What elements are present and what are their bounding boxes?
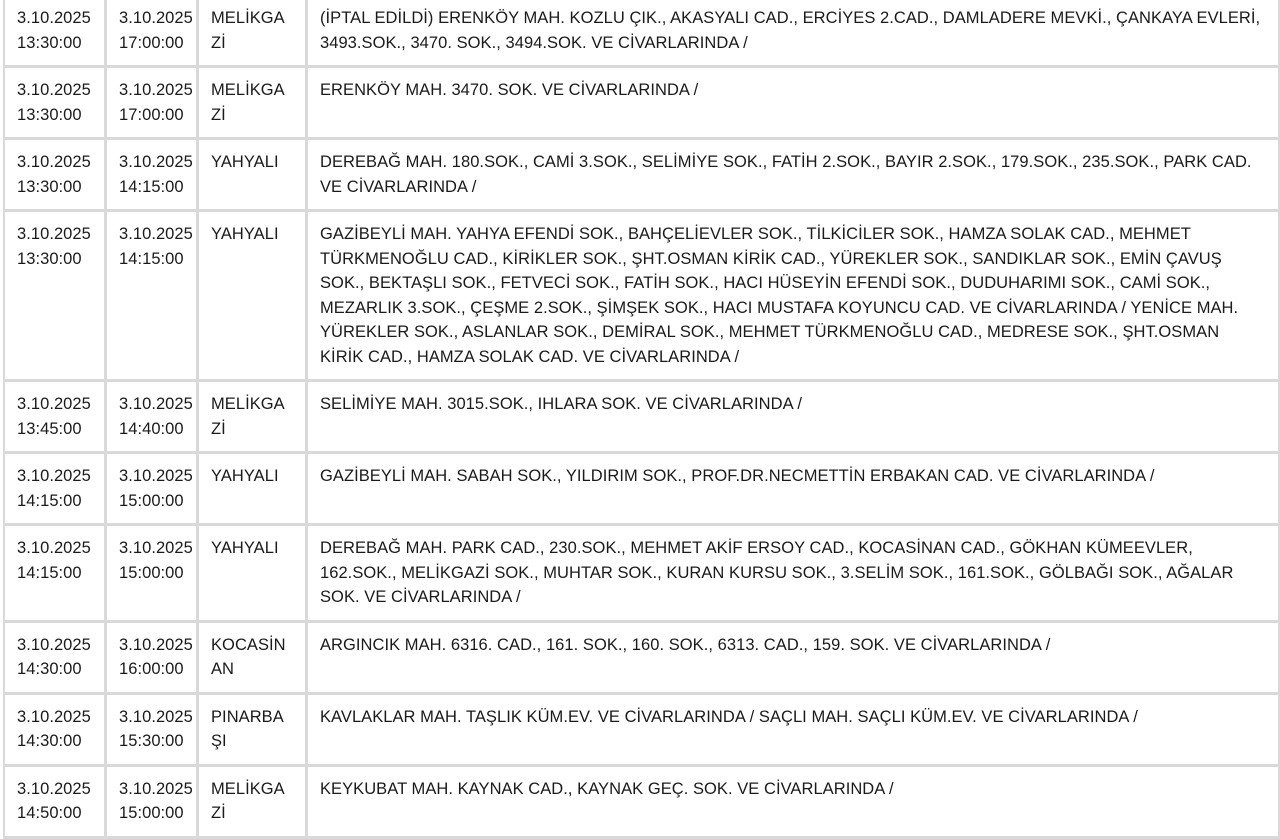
start-datetime-cell: [3, 68, 107, 140]
start-time: 14:30:00: [17, 660, 82, 678]
end-date: 3.10.2025: [119, 779, 193, 798]
start-time: 14:15:00: [17, 491, 82, 510]
table-row: [3, 0, 1280, 68]
end-time: 14:15:00: [119, 177, 184, 196]
start-date: 3.10.2025: [17, 225, 91, 243]
end-datetime-cell: [107, 140, 199, 212]
end-time: 15:00:00: [119, 804, 184, 822]
start-time: 14:30:00: [17, 732, 82, 750]
outage-table-body: [3, 0, 1280, 839]
start-date: 3.10.2025: [17, 81, 91, 99]
table-row: [3, 454, 1280, 526]
end-time: 14:15:00: [119, 249, 184, 268]
start-date: 3.10.2025: [17, 395, 91, 413]
address-cell: SELİMİYE MAH. 3015.SOK., IHLARA SOK. VE CİVARLARINDA /: [308, 382, 1280, 454]
end-datetime-cell: [107, 454, 199, 526]
start-date: 3.10.2025: [17, 707, 91, 726]
start-time: 13:30:00: [17, 105, 82, 124]
start-datetime-cell: [3, 140, 107, 212]
end-datetime-cell: [107, 382, 199, 454]
start-datetime-cell: [3, 623, 107, 695]
end-time: 15:30:00: [119, 732, 184, 750]
district-cell: YAHYALI: [199, 140, 308, 212]
end-datetime-cell: [107, 212, 199, 382]
end-time: 17:00:00: [119, 33, 184, 52]
address-cell: GAZİBEYLİ MAH. SABAH SOK., YILDIRIM SOK., PROF.DR.NECMETTİN ERBAKAN CAD. VE CİVARLARINDA /: [308, 454, 1280, 526]
district-cell: MELİKGAZİ: [199, 382, 308, 454]
start-date: 3.10.2025: [17, 9, 91, 27]
end-date: 3.10.2025: [119, 225, 193, 243]
district-cell: YAHYALI: [199, 526, 308, 623]
end-datetime-cell: [107, 526, 199, 623]
end-date: 3.10.2025: [119, 9, 193, 27]
end-datetime-cell: [107, 695, 199, 767]
end-time: 17:00:00: [119, 105, 184, 124]
district-cell: MELİKGAZİ: [199, 0, 308, 68]
address-cell: KAVLAKLAR MAH. TAŞLIK KÜM.EV. VE CİVARLARINDA / SAÇLI MAH. SAÇLI KÜM.EV. VE CİVARLARINDA /: [308, 695, 1280, 767]
end-time: 14:40:00: [119, 419, 184, 438]
end-time: 15:00:00: [119, 491, 184, 510]
table-row: [3, 526, 1280, 623]
end-date: 3.10.2025: [119, 81, 193, 99]
address-cell: DEREBAĞ MAH. 180.SOK., CAMİ 3.SOK., SELİMİYE SOK., FATİH 2.SOK., BAYIR 2.SOK., 179.SOK., 235.SOK., PARK CAD. VE CİVARLARINDA /: [308, 140, 1280, 212]
district-cell: YAHYALI: [199, 454, 308, 526]
table-row: [3, 212, 1280, 382]
end-time: 15:00:00: [119, 563, 184, 582]
district-cell: MELİKGAZİ: [199, 767, 308, 839]
end-datetime-cell: [107, 0, 199, 68]
start-datetime-cell: [3, 526, 107, 623]
table-row: [3, 695, 1280, 767]
address-cell: ERENKÖY MAH. 3470. SOK. VE CİVARLARINDA /: [308, 68, 1280, 140]
district-cell: PINARBAŞI: [199, 695, 308, 767]
address-cell: (İPTAL EDİLDİ) ERENKÖY MAH. KOZLU ÇIK., AKASYALI CAD., ERCİYES 2.CAD., DAMLADERE MEVKİ., ÇANKAYA EVLERİ, 3493.SOK., 3470. SOK., 3494.SOK. VE CİVARLARINDA /: [308, 0, 1280, 68]
start-date: 3.10.2025: [17, 635, 91, 654]
district-cell: YAHYALI: [199, 212, 308, 382]
start-datetime-cell: [3, 212, 107, 382]
address-cell: GAZİBEYLİ MAH. YAHYA EFENDİ SOK., BAHÇELİEVLER SOK., TİLKİCİLER SOK., HAMZA SOLAK CAD., MEHMET TÜRKMENOĞLU CAD., KİRİKLER SOK., ŞHT.OSMAN KİRİK CAD., YÜREKLER SOK., SANDIKLAR SOK., EMİN ÇAVUŞ SOK., BEKTAŞLI SOK., FETVECİ SOK., FATİH SOK., HACI HÜSEYİN EFENDİ SOK., DUDUHARIMI SOK., CAMİ SOK., MEZARLIK 3.SOK., ÇEŞME 2.SOK., ŞİMŞEK SOK., HACI MUSTAFA KOYUNCU CAD. VE CİVARLARINDA / YENİCE MAH. YÜREKLER SOK., ASLANLAR SOK., DEMİRAL SOK., MEHMET TÜRKMENOĞLU CAD., MEDRESE SOK., ŞHT.OSMAN KİRİK CAD., HAMZA SOLAK CAD. VE CİVARLARINDA /: [308, 212, 1280, 382]
table-row: [3, 68, 1280, 140]
end-date: 3.10.2025: [119, 539, 193, 557]
start-time: 13:30:00: [17, 33, 82, 52]
start-date: 3.10.2025: [17, 779, 91, 798]
start-date: 3.10.2025: [17, 153, 91, 171]
start-date: 3.10.2025: [17, 467, 91, 485]
start-datetime-cell: [3, 382, 107, 454]
district-cell: MELİKGAZİ: [199, 68, 308, 140]
start-date: 3.10.2025: [17, 539, 91, 557]
end-datetime-cell: [107, 68, 199, 140]
address-cell: ARGINCIK MAH. 6316. CAD., 161. SOK., 160. SOK., 6313. CAD., 159. SOK. VE CİVARLARINDA /: [308, 623, 1280, 695]
end-datetime-cell: [107, 767, 199, 839]
start-time: 14:50:00: [17, 804, 82, 822]
end-date: 3.10.2025: [119, 153, 193, 171]
start-time: 13:30:00: [17, 249, 82, 268]
start-datetime-cell: [3, 0, 107, 68]
end-time: 16:00:00: [119, 660, 184, 678]
address-cell: DEREBAĞ MAH. PARK CAD., 230.SOK., MEHMET AKİF ERSOY CAD., KOCASİNAN CAD., GÖKHAN KÜMEEVLER, 162.SOK., MELİKGAZİ SOK., MUHTAR SOK., KURAN KURSU SOK., 3.SELİM SOK., 161.SOK., GÖLBAĞI SOK., AĞALAR SOK. VE CİVARLARINDA /: [308, 526, 1280, 623]
start-time: 13:30:00: [17, 177, 82, 196]
start-datetime-cell: [3, 454, 107, 526]
power-outage-table: [3, 0, 1280, 839]
district-cell: KOCASİNAN: [199, 623, 308, 695]
start-time: 14:15:00: [17, 563, 82, 582]
end-date: 3.10.2025: [119, 467, 193, 485]
start-time: 13:45:00: [17, 419, 82, 438]
end-date: 3.10.2025: [119, 395, 193, 413]
end-datetime-cell: [107, 623, 199, 695]
table-row: [3, 767, 1280, 839]
table-row: [3, 140, 1280, 212]
end-date: 3.10.2025: [119, 707, 193, 726]
start-datetime-cell: [3, 767, 107, 839]
end-date: 3.10.2025: [119, 635, 193, 654]
table-row: [3, 382, 1280, 454]
address-cell: KEYKUBAT MAH. KAYNAK CAD., KAYNAK GEÇ. SOK. VE CİVARLARINDA /: [308, 767, 1280, 839]
start-datetime-cell: [3, 695, 107, 767]
table-row: [3, 623, 1280, 695]
